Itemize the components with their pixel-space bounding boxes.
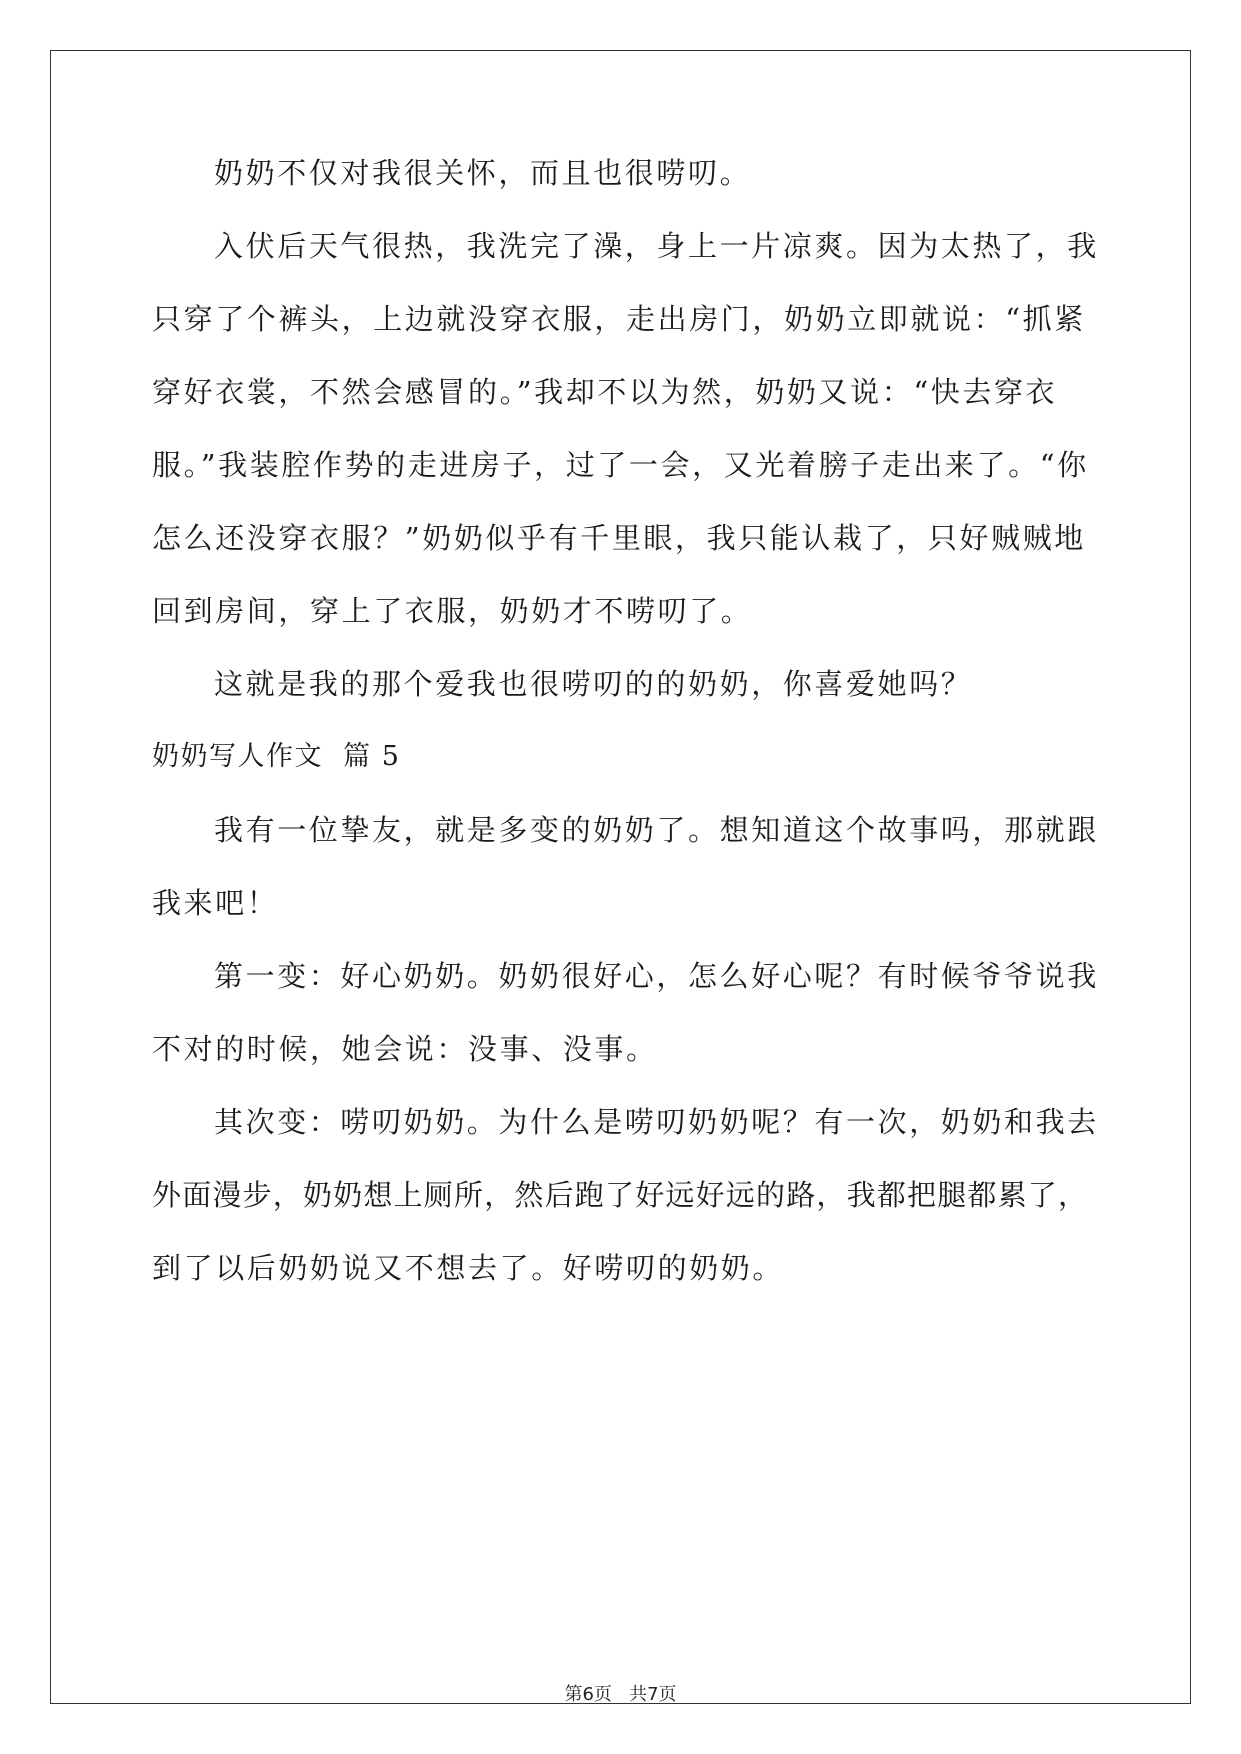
paragraph-line: 只穿了个裤头，上边就没穿衣服，走出房门，奶奶立即就说：“抓紧 <box>152 302 1086 336</box>
paragraph-line: 到了以后奶奶说又不想去了。好唠叨的奶奶。 <box>152 1251 785 1285</box>
footer-page-number: 6 <box>582 1684 594 1705</box>
page-footer <box>0 1683 1241 1707</box>
paragraph-line: 我来吧！ <box>152 886 279 920</box>
paragraph-line: 奶奶不仅对我很关怀，而且也很唠叨。 <box>214 156 752 190</box>
paragraph-line: 第一变：好心奶奶。奶奶很好心，怎么好心呢？有时候爷爷说我 <box>214 959 1099 993</box>
footer-page-mid: 页 共 <box>593 1684 648 1705</box>
paragraph-line: 穿好衣裳，不然会感冒的。”我却不以为然，奶奶又说：“快去穿衣 <box>152 375 1058 409</box>
paragraph-line: 不对的时候，她会说：没事、没事。 <box>152 1032 658 1066</box>
footer-page-prefix: 第 <box>564 1684 583 1705</box>
paragraph-line: 回到房间，穿上了衣服，奶奶才不唠叨了。 <box>152 594 753 628</box>
paragraph-line: 其次变：唠叨奶奶。为什么是唠叨奶奶呢？有一次，奶奶和我去 <box>214 1105 1099 1139</box>
paragraph-line: 入伏后天气很热，我洗完了澡，身上一片凉爽。因为太热了，我 <box>214 229 1099 263</box>
footer-page-suffix: 页 <box>658 1684 677 1705</box>
paragraph-line: 外面漫步，奶奶想上厕所，然后跑了好远好远的路，我都把腿都累了， <box>152 1178 1089 1212</box>
paragraph-line: 这就是我的那个爱我也很唠叨的的奶奶，你喜爱她吗？ <box>214 667 973 701</box>
paragraph-line: 怎么还没穿衣服？”奶奶似乎有千里眼，我只能认栽了，只好贼贼地 <box>152 521 1086 555</box>
paragraph-line: 我有一位挚友，就是多变的奶奶了。想知道这个故事吗，那就跟 <box>214 813 1099 847</box>
section-heading: 奶奶写人作文 篇 5 <box>152 741 401 772</box>
paragraph-line: 服。”我装腔作势的走进房子，过了一会，又光着膀子走出来了。“你 <box>152 448 1089 482</box>
footer-total-pages: 7 <box>647 1684 659 1705</box>
